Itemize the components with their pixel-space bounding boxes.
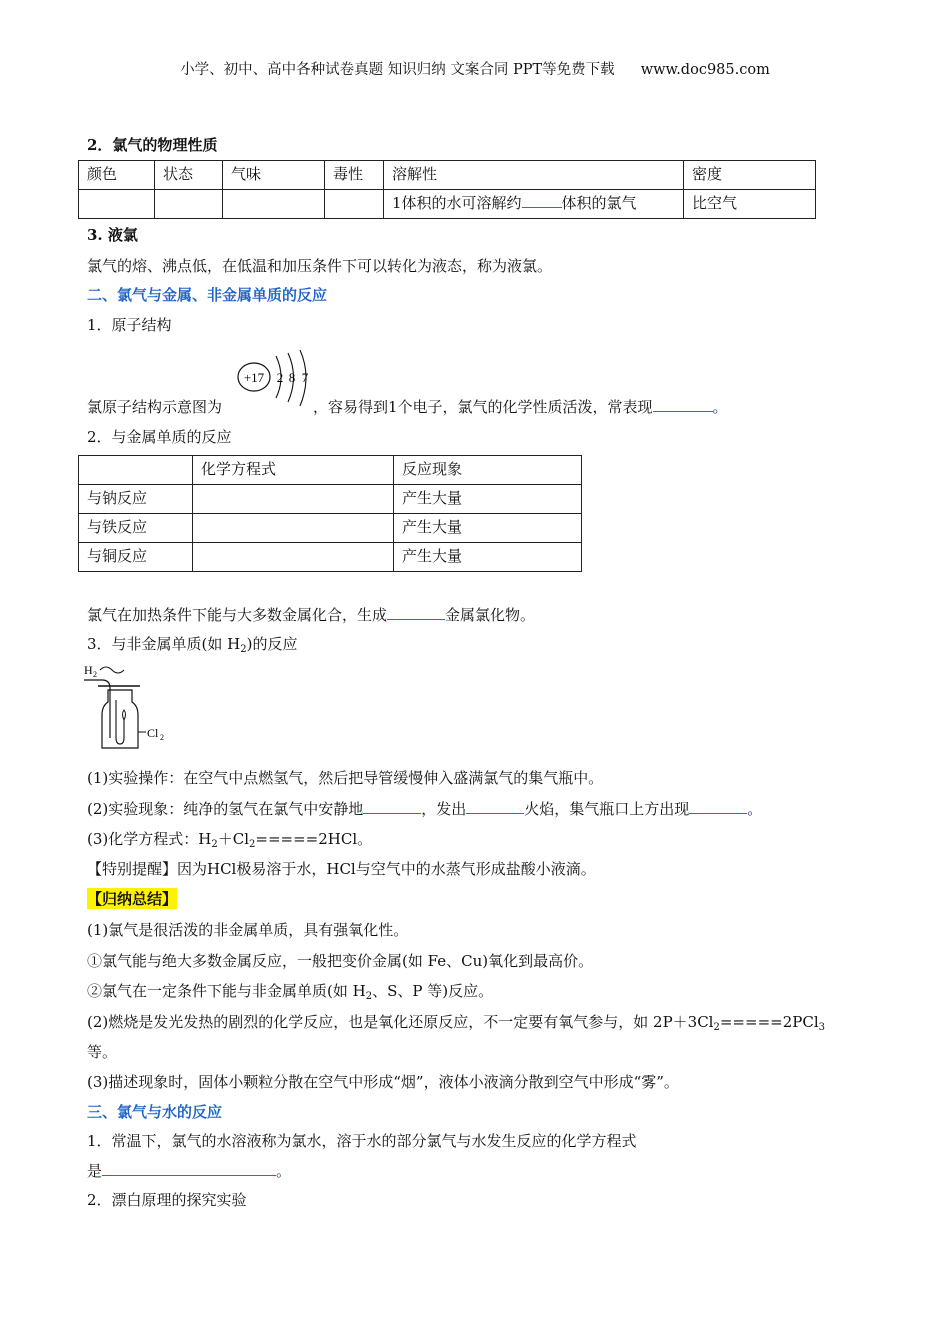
page-header: [0, 58, 950, 79]
l4-mid: =====2PCl: [719, 1013, 819, 1031]
th-color: 颜色: [79, 161, 155, 190]
summary-line-4: [87, 1011, 825, 1032]
header-text: 小学、初中、高中各种试卷真题 知识归纳 文案合同 PPT等免费下载: [180, 62, 615, 78]
th-toxicity: 毒性: [325, 161, 384, 190]
phen-p2: ，发出: [421, 800, 467, 818]
nonmetal-title: [87, 633, 297, 654]
phen-blank-2[interactable]: [466, 799, 524, 814]
summary-line-3: [87, 980, 493, 1001]
phen-blank-1[interactable]: [363, 799, 421, 814]
h2-cl2-apparatus: [80, 660, 180, 755]
nonmetal-title-post: )的反应: [246, 635, 298, 653]
shell-3-count: 7: [301, 370, 309, 385]
atom-sentence-pre: 氯原子结构示意图为: [87, 398, 223, 416]
cell-state: [155, 190, 223, 219]
section-3-title: 3. 液氯: [87, 226, 138, 244]
part-2-title: 二、氯气与金属、非金属单质的反应: [87, 286, 328, 304]
cell-color: [79, 190, 155, 219]
summary-title: 【归纳总结】: [87, 890, 178, 908]
th-state: 状态: [155, 161, 223, 190]
metal-reaction-table: [78, 455, 582, 572]
cell-smell: [223, 190, 325, 219]
cell-solubility: [384, 190, 684, 219]
mt-row-phenomenon: 产生大量: [394, 543, 582, 572]
metal-note-pre: 氯气在加热条件下能与大多数金属化合，生成: [87, 606, 388, 624]
l3-post: 、S、P 等)反应。: [372, 982, 494, 1000]
l4-pre: (2)燃烧是发光发热的剧烈的化学反应，也是氧化还原反应，不一定要有氧气参与，如 2P＋3Cl: [87, 1013, 714, 1031]
inner-tube: [116, 700, 124, 744]
gas-tube: [84, 680, 110, 738]
bleach-title: 2．漂白原理的探究实验: [87, 1191, 247, 1209]
water-l2-post: 。: [276, 1162, 292, 1180]
metal-note: [87, 604, 535, 625]
summary-line-2: ①氯气能与绝大多数金属反应，一般把变价金属(如 Fe、Cu)氧化到最高价。: [87, 952, 594, 970]
metal-note-blank[interactable]: [387, 605, 445, 620]
eq-p2: ＋Cl: [217, 830, 249, 848]
mt-header-equation: 化学方程式: [193, 456, 394, 485]
h2-label: H: [84, 663, 93, 677]
atom-sentence: [313, 396, 728, 417]
l4-sub2: 3: [818, 1022, 825, 1033]
mt-row-phenomenon: 产生大量: [394, 485, 582, 514]
water-line-2: [87, 1160, 291, 1181]
phen-p3: 火焰，集气瓶口上方出现: [524, 800, 690, 818]
mt-header-phenomenon: 反应现象: [394, 456, 582, 485]
cell-toxicity: [325, 190, 384, 219]
th-solubility: 溶解性: [384, 161, 684, 190]
mt-row-equation: [193, 514, 394, 543]
water-line-1: 1．常温下，氯气的水溶液称为氯水，溶于水的部分氯气与水发生反应的化学方程式: [87, 1132, 637, 1150]
mt-row-name: 与铁反应: [79, 514, 193, 543]
eq-p1: (3)化学方程式：H: [87, 830, 212, 848]
special-note: 【特别提醒】因为HCl极易溶于水，HCl与空气中的水蒸气形成盐酸小液滴。: [87, 860, 596, 878]
phen-p1: (2)实验现象：纯净的氢气在氯气中安静地: [87, 800, 364, 818]
nonmetal-title-sub: 2: [240, 644, 247, 655]
atom-structure-title: 1．原子结构: [87, 316, 172, 334]
mt-row-equation: [193, 543, 394, 572]
section-2-title: 2．氯气的物理性质: [87, 136, 218, 154]
nucleus-charge: +17: [243, 370, 265, 385]
eq-p3: =====2HCl。: [255, 830, 373, 848]
mt-row-equation: [193, 485, 394, 514]
summary-line-6: (3)描述现象时，固体小颗粒分散在空气中形成“烟”，液体小液滴分散到空气中形成“雾”。: [87, 1073, 679, 1091]
mt-row-name: 与铜反应: [79, 543, 193, 572]
mt-header-blank: [79, 456, 193, 485]
l4-sub1: 2: [713, 1022, 720, 1033]
mt-row-phenomenon: 产生大量: [394, 514, 582, 543]
water-l2-pre: 是: [87, 1162, 103, 1180]
physical-properties-table: [78, 160, 816, 219]
summary-line-5: 等。: [87, 1043, 118, 1061]
water-equation-blank[interactable]: [102, 1161, 276, 1176]
experiment-equation: [87, 828, 372, 849]
shell-1-count: 2: [276, 370, 284, 385]
phen-p4: 。: [747, 800, 763, 818]
mt-row-name: 与钠反应: [79, 485, 193, 514]
solubility-post: 体积的氯气: [561, 194, 637, 212]
solubility-pre: 1体积的水可溶解约: [392, 194, 522, 212]
summary-line-1: (1)氯气是很活泼的非金属单质，具有强氧化性。: [87, 921, 409, 939]
metal-note-post: 金属氯化物。: [445, 606, 536, 624]
flame-icon: [123, 710, 126, 720]
chlorine-atom-diagram: [236, 346, 316, 410]
cl2-label-sub: 2: [160, 733, 164, 742]
cell-density: 比空气: [684, 190, 816, 219]
liquid-chlorine-text: 氯气的熔、沸点低，在低温和加压条件下可以转化为液态，称为液氯。: [87, 257, 553, 275]
eq-s2: 2: [249, 839, 256, 850]
h2-label-sub: 2: [93, 670, 97, 679]
eq-s1: 2: [211, 839, 218, 850]
gas-bottle: [102, 690, 138, 748]
experiment-phenomenon: [87, 798, 762, 819]
phen-blank-3[interactable]: [689, 799, 747, 814]
th-density: 密度: [684, 161, 816, 190]
wavy-flame-top: [100, 667, 124, 673]
header-url[interactable]: www.doc985.com: [640, 62, 770, 78]
nonmetal-title-pre: 3．与非金属单质(如 H: [87, 635, 241, 653]
cl2-label: Cl: [147, 726, 159, 740]
part-3-title: 三、氯气与水的反应: [87, 1103, 223, 1121]
atom-blank[interactable]: [653, 397, 713, 412]
l3-pre: ②氯气在一定条件下能与非金属单质(如 H: [87, 982, 366, 1000]
shell-2-count: 8: [288, 370, 296, 385]
experiment-operation: (1)实验操作：在空气中点燃氢气，然后把导管缓慢伸入盛满氯气的集气瓶中。: [87, 769, 604, 787]
atom-sentence-post: ，容易得到1个电子，氯气的化学性质活泼，常表现: [313, 398, 653, 416]
th-smell: 气味: [223, 161, 325, 190]
atom-period: 。: [712, 398, 728, 416]
metal-reaction-title: 2．与金属单质的反应: [87, 428, 232, 446]
l3-sub: 2: [365, 991, 373, 1002]
solubility-blank[interactable]: [522, 193, 562, 208]
